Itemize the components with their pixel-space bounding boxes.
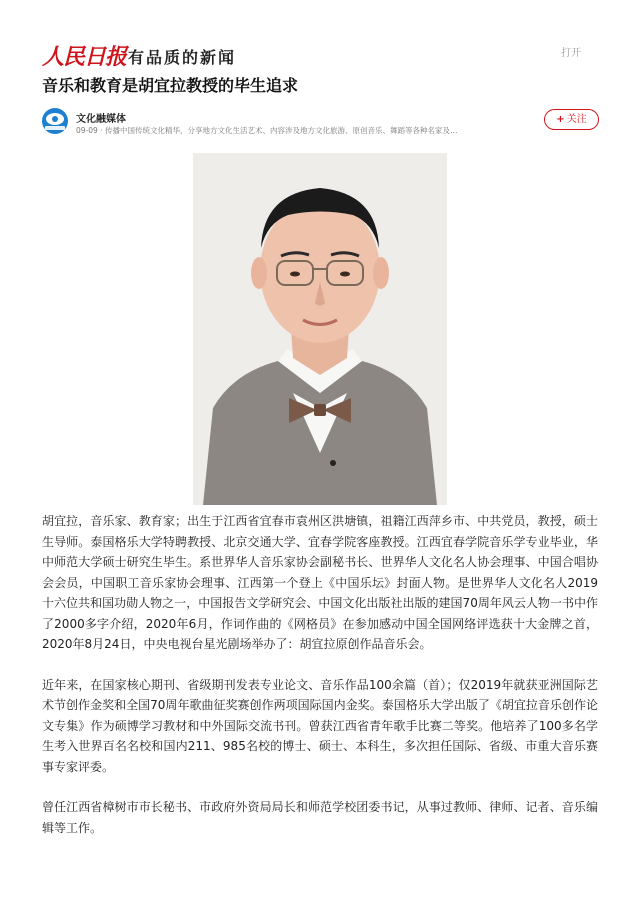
follow-label: 关注	[566, 114, 587, 125]
plus-icon: +	[556, 114, 565, 125]
article-photo	[193, 153, 447, 505]
follow-button[interactable]	[544, 109, 599, 130]
open-app-link[interactable]: 打开	[561, 48, 581, 59]
author-description: 传播中国传统文化精华，分享地方文化生活艺术、内容涉及地方文化旅游、原创音乐、舞蹈等各种名家及…	[104, 126, 458, 135]
body-paragraph: 胡宜拉，音乐家、教育家；出生于江西省宜春市袁州区洪塘镇，祖籍江西萍乡市、中共党员，教授，硕士生导师。泰国格乐大学特聘教授、北京交通大学、宜春学院客座教授。江西宜春学院音乐学专业毕业，华中师范大学硕士研究生毕生。系世界华人音乐家协会副秘书长、世界华人文化名人协会理事、中国合唱协会会员，中国职工音乐家协会理事、江西第一个登上《中国乐坛》封面人物。是世界华人文化名人2019十六位共和国功勋人物之一，中国报告文学研究会、中国文化出版社出版的建国70周年风云人物一书中作了2000多字介绍，2020年6月，作词作曲的《网格员》在参加感动中国全国网络评选获十大金牌之首，2020年8月24日，中央电视台星光剧场举办了：胡宜拉原创作品音乐会。	[42, 514, 598, 651]
top-bar	[0, 0, 639, 70]
article-body	[42, 511, 598, 858]
author-name[interactable]: 文化融媒体	[76, 114, 126, 125]
article-title: 音乐和教育是胡宜拉教授的毕生追求	[42, 76, 299, 95]
author-avatar[interactable]	[42, 108, 68, 134]
author-meta	[76, 125, 546, 136]
people-daily-logo[interactable]: 人民日报	[42, 44, 127, 70]
body-paragraph: 曾任江西省樟树市市长秘书、市政府外资局局长和师范学校团委书记，从事过教师、律师、记者、音乐编辑等工作。	[42, 800, 598, 835]
avatar-logo-text	[45, 126, 65, 130]
body-paragraph: 近年来，在国家核心期刊、省级期刊发表专业论文、音乐作品100余篇（首）；仅2019年就获亚洲国际艺术节创作金奖和全国70周年歌曲征奖赛创作两项国际国内金奖。泰国格乐大学出版了《胡宜拉音乐创作论文专集》作为硕博学习教材和中外国际交流书刊。曾获江西省青年歌手比赛二等奖。他培养了100多名学生考入世界百名名校和国内211、985名校的博士、硕士、本科生，多次担任国际、省级、市重大音乐赛事专家评委。	[42, 677, 598, 774]
meta-separator: ·	[100, 126, 103, 135]
publish-date: 09-09	[76, 126, 98, 135]
portrait-illustration	[193, 153, 447, 505]
header-slogan: 有品质的新闻	[128, 48, 237, 67]
author-bar	[42, 108, 602, 138]
avatar-logo-dot	[52, 116, 58, 122]
